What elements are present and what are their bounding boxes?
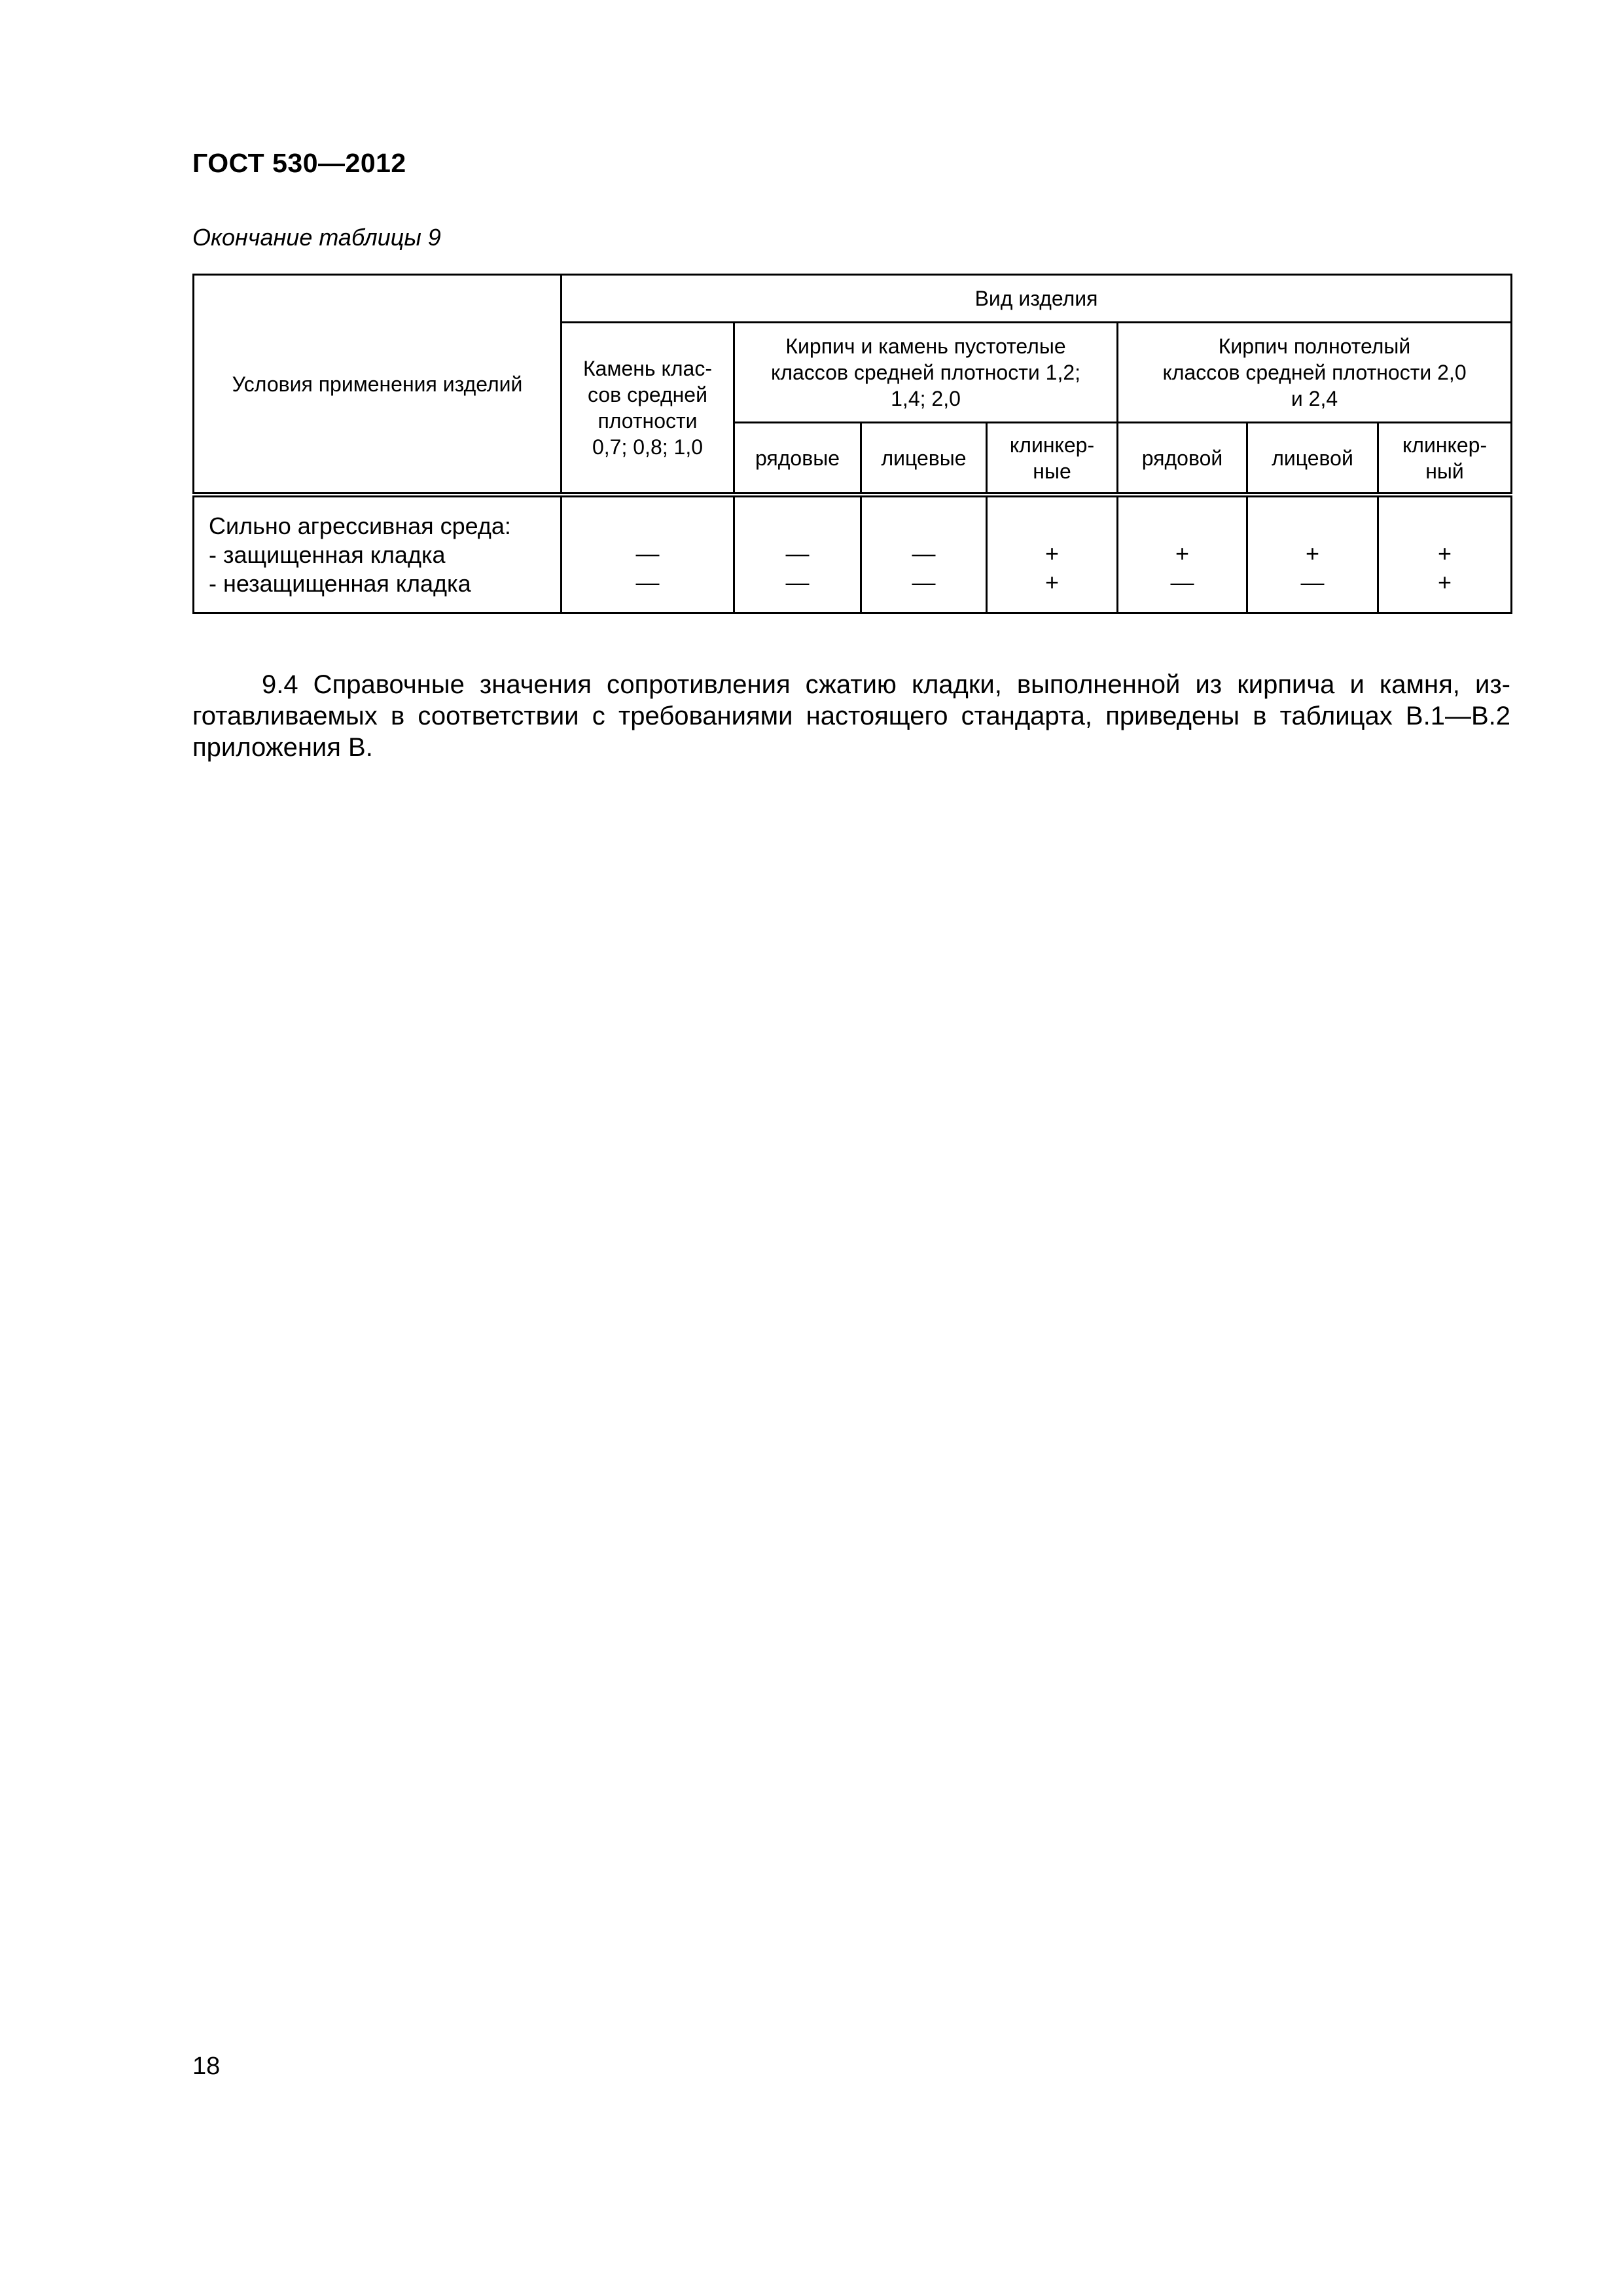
subheader-solid-facing: лицевой xyxy=(1247,423,1378,495)
condition-line: - незащищенная кладка xyxy=(209,569,471,597)
value-cell-solid-facing xyxy=(1247,495,1378,613)
stone-header-text: Камень клас- сов средней плотности 0,7; 0,8; 1,0 xyxy=(583,357,712,459)
subheader-solid-ordinary: рядовой xyxy=(1118,423,1247,495)
value-cell-solid-ordinary xyxy=(1118,495,1247,613)
application-conditions-table xyxy=(192,274,1512,614)
value-unprotected: — xyxy=(912,568,936,596)
value-protected: — xyxy=(635,539,660,567)
value-unprotected: — xyxy=(635,568,660,596)
body-paragraph: 9.4 Справочные значения сопротивления сжатию кладки, выполненной из кирпича и камня, из-готавливаемых в соответствии с требованиями настоящего стандарта, приведены в таблицах В.1—В.2 приложения В. xyxy=(192,670,1510,762)
solid-group-header xyxy=(1118,323,1512,423)
value-protected: + xyxy=(1175,539,1190,567)
value-protected: — xyxy=(912,539,936,567)
condition-title: Сильно агрессивная среда: xyxy=(209,512,511,539)
table-caption: Окончание таблицы 9 xyxy=(192,224,441,251)
conditions-header: Условия применения изделий xyxy=(194,275,562,495)
value-protected: + xyxy=(1305,539,1320,567)
value-cell-stone xyxy=(562,495,734,613)
solid-group-header-text: Кирпич полнотелый классов средней плотности 2,0 и 2,4 xyxy=(1162,334,1467,410)
stone-header xyxy=(562,323,734,495)
value-cell-solid-clinker xyxy=(1378,495,1512,613)
page-number: 18 xyxy=(192,2053,221,2080)
document-id: ГОСТ 530—2012 xyxy=(192,148,406,178)
value-cell-hollow-ordinary xyxy=(734,495,861,613)
value-unprotected: — xyxy=(1170,568,1194,596)
condition-cell xyxy=(194,495,562,613)
hollow-group-header xyxy=(734,323,1118,423)
condition-line: - защищенная кладка xyxy=(209,541,446,568)
hollow-group-header-text: Кирпич и камень пустотелые классов средней плотности 1,2; 1,4; 2,0 xyxy=(770,334,1081,410)
product-type-header: Вид изделия xyxy=(562,275,1512,323)
subheader-hollow-facing: лицевые xyxy=(861,423,987,495)
value-cell-hollow-facing xyxy=(861,495,987,613)
value-unprotected: — xyxy=(1300,568,1325,596)
value-cell-hollow-clinker xyxy=(987,495,1118,613)
value-protected: — xyxy=(785,539,810,567)
value-unprotected: + xyxy=(1044,568,1060,596)
value-unprotected: — xyxy=(785,568,810,596)
subheader-hollow-ordinary: рядовые xyxy=(734,423,861,495)
value-protected: + xyxy=(1044,539,1060,567)
value-protected: + xyxy=(1438,539,1452,567)
subheader-hollow-clinker: клинкер- ные xyxy=(987,423,1118,495)
subheader-solid-clinker: клинкер- ный xyxy=(1378,423,1512,495)
value-unprotected: + xyxy=(1438,568,1452,596)
table-row xyxy=(194,495,1512,613)
